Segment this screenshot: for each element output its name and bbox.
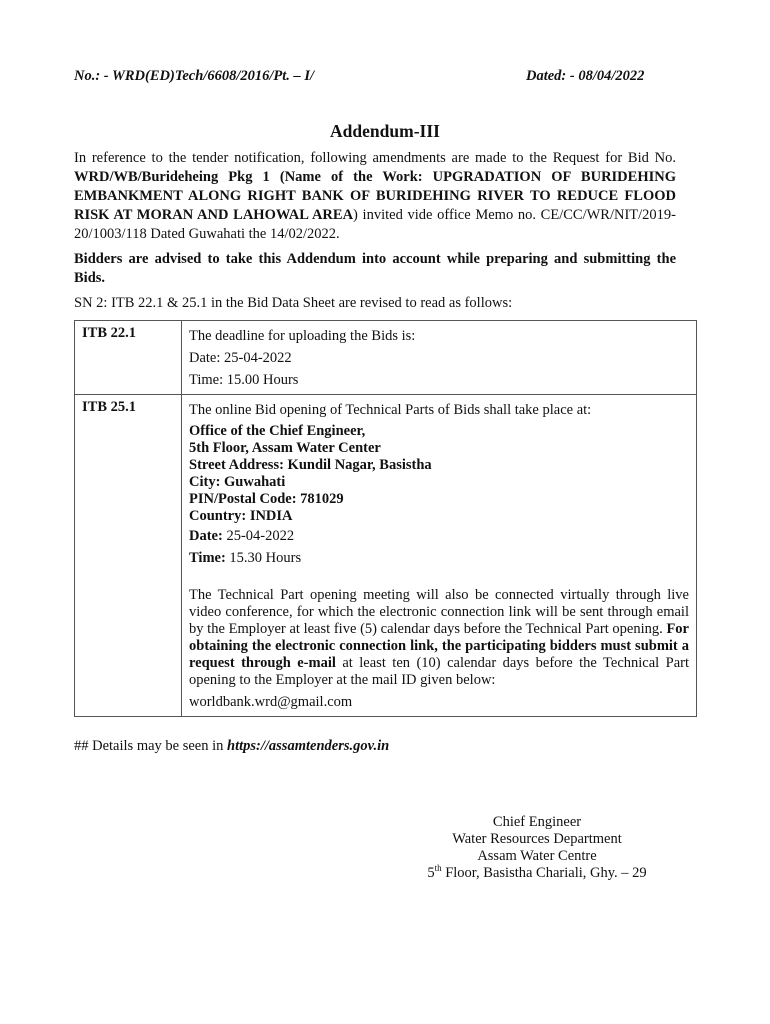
signatory-office: Assam Water Centre — [477, 848, 597, 864]
address-line: Country: INDIA — [189, 508, 293, 524]
sn-paragraph: SN 2: ITB 22.1 & 25.1 in the Bid Data Sheet are revised to read as follows: — [74, 295, 513, 311]
signatory-address — [386, 865, 688, 882]
opening-time — [189, 547, 689, 569]
signatory-department: Water Resources Department — [452, 831, 622, 847]
tender-website-link[interactable]: https://assamtenders.gov.in — [227, 738, 390, 754]
table-row — [75, 395, 697, 717]
deadline-intro: The deadline for uploading the Bids is: — [189, 328, 416, 344]
itb-key-cell: ITB 22.1 — [75, 321, 182, 395]
advice-paragraph: Bidders are advised to take this Addendum into account while preparing and submitting the Bids. — [74, 251, 676, 286]
opening-date — [189, 525, 689, 547]
itb-value-cell — [182, 321, 697, 395]
opening-date-value: 25-04-2022 — [222, 528, 295, 544]
intro-text-before: In reference to the tender notification, following amendments are made to the Request for Bid No. — [74, 150, 676, 166]
intro-paragraph — [74, 149, 676, 244]
work-name: WRD/WB/Burideheing Pkg 1 (Name of the Work: UPGRADATION OF BURIDEHING EMBANKMENT ALONG RIGHT BANK OF BURIDEHING RIVER TO REDUCE FLOOD RISK AT MORAN AND LAHOWAL AREA — [74, 169, 676, 223]
signature-block — [386, 814, 688, 882]
opening-time-value: 15.30 Hours — [225, 550, 302, 566]
opening-date-label: Date: — [189, 528, 223, 544]
table-row — [75, 321, 697, 395]
document-date: Dated: - 08/04/2022 — [526, 68, 645, 84]
address-line: City: Guwahati — [189, 474, 286, 490]
itb-key-cell: ITB 25.1 — [75, 395, 182, 717]
notice-text-after: at least ten (10) calendar days before the Technical Part opening to the Employer at the mail ID given below: — [189, 655, 689, 688]
details-line — [74, 738, 389, 755]
address-line: 5th Floor, Assam Water Center — [189, 440, 381, 456]
address-line: Office of the Chief Engineer, — [189, 423, 366, 439]
deadline-date: Date: 25-04-2022 — [189, 350, 292, 366]
address-line: PIN/Postal Code: 781029 — [189, 491, 344, 507]
deadline-time: Time: 15.00 Hours — [189, 372, 299, 388]
page-title: Addendum-III — [330, 121, 440, 141]
itb-table — [74, 320, 697, 717]
intro-text-after: ) invited vide office Memo no. CE/CC/WR/NIT/2019-20/1003/118 Dated Guwahati the 14/02/2022. — [74, 207, 676, 242]
address-line: Street Address: Kundil Nagar, Basistha — [189, 457, 432, 473]
virtual-meeting-notice — [189, 587, 689, 689]
details-prefix: ## Details may be seen in — [74, 738, 228, 754]
signatory-title: Chief Engineer — [492, 814, 582, 830]
floor-suffix: th — [434, 863, 442, 874]
opening-time-label: Time: — [189, 550, 226, 566]
itb-value-cell — [182, 395, 697, 717]
opening-intro: The online Bid opening of Technical Parts of Bids shall take place at: — [189, 402, 592, 418]
notice-bold: For obtaining the electronic connection link, the participating bidders must submit a request through e-mail — [189, 621, 689, 671]
office-address — [189, 423, 689, 525]
reference-number: No.: - WRD(ED)Tech/6608/2016/Pt. – I/ — [74, 68, 315, 84]
notice-text-before: The Technical Part opening meeting will also be connected virtually through live video conference, for which the electronic connection link will be sent through email by the Employer at least five (5) calendar days before the Technical Part opening. — [189, 587, 689, 637]
contact-email: worldbank.wrd@gmail.com — [189, 694, 353, 710]
address-rest: Floor, Basistha Chariali, Ghy. – 29 — [441, 865, 647, 881]
floor-number: 5 — [427, 865, 435, 881]
